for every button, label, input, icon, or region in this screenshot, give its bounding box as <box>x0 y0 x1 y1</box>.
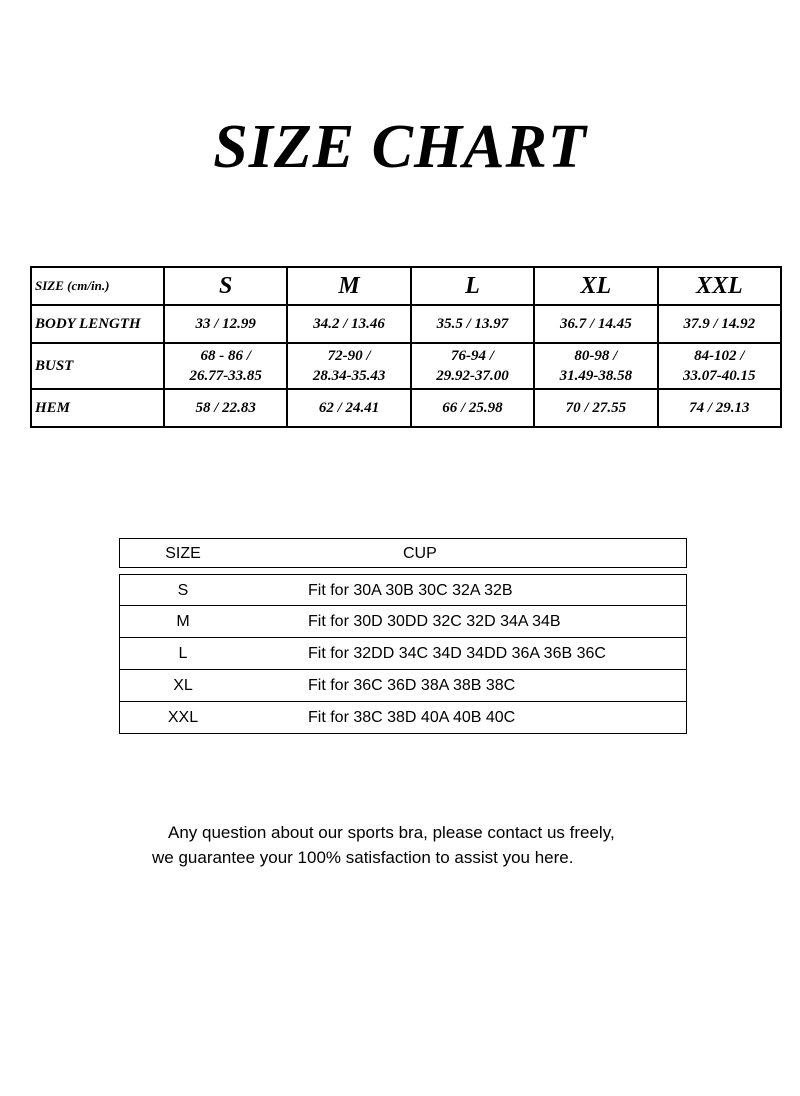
bust-in: 26.77-33.85 <box>189 368 262 384</box>
bust-cm: 76-94 / <box>451 348 494 364</box>
size-header-l: L <box>411 267 534 305</box>
table-cell: 62 / 24.41 <box>287 389 410 427</box>
table-cell: 35.5 / 13.97 <box>411 305 534 343</box>
cup-size-table <box>119 538 687 734</box>
bust-cm: 68 - 86 / <box>200 348 251 364</box>
cup-table-cup-header: CUP <box>403 545 437 562</box>
table-cell: 34.2 / 13.46 <box>287 305 410 343</box>
cup-row-fit: Fit for 32DD 34C 34D 34DD 36A 36B 36C <box>308 645 606 662</box>
table-cell: 66 / 25.98 <box>411 389 534 427</box>
note-line-2: we guarantee your 100% satisfaction to assist you here. <box>152 848 574 867</box>
row-label: HEM <box>31 389 164 427</box>
bust-in: 28.34-35.43 <box>312 368 386 384</box>
table-cell <box>164 343 287 389</box>
table-cell: 70 / 27.55 <box>534 389 657 427</box>
cup-row-size: M <box>176 613 190 630</box>
cup-row-size: XXL <box>167 709 199 726</box>
table-row <box>120 701 686 733</box>
bust-row <box>31 343 781 389</box>
table-cell <box>411 343 534 389</box>
size-measurement-table <box>30 266 782 428</box>
table-row <box>120 669 686 701</box>
table-cell <box>658 343 781 389</box>
cup-row-size: XL <box>173 677 193 694</box>
row-label: BUST <box>31 343 164 389</box>
bust-in: 29.92-37.00 <box>436 368 509 384</box>
cup-row-fit: Fit for 36C 36D 38A 38B 38C <box>308 677 516 694</box>
size-header-m: M <box>287 267 410 305</box>
bust-cm: 80-98 / <box>574 348 618 364</box>
bust-in: 31.49-38.58 <box>559 368 633 384</box>
size-header-s: S <box>164 267 287 305</box>
size-header-xxl: XXL <box>658 267 781 305</box>
table-cell: 58 / 22.83 <box>164 389 287 427</box>
cup-row-fit: Fit for 38C 38D 40A 40B 40C <box>308 709 516 726</box>
cup-row-size: L <box>178 645 188 662</box>
bust-cm: 84-102 / <box>694 348 745 364</box>
table-cell <box>287 343 410 389</box>
row-label: BODY LENGTH <box>31 305 164 343</box>
bust-in: 33.07-40.15 <box>683 368 756 384</box>
note-line-1: Any question about our sports bra, please contact us freely, <box>168 823 615 842</box>
cup-row-fit: Fit for 30A 30B 30C 32A 32B <box>308 582 513 599</box>
cup-table-size-header: SIZE <box>165 545 201 562</box>
table-cell: 36.7 / 14.45 <box>534 305 657 343</box>
page-title: SIZE CHART <box>213 113 587 181</box>
hem-row <box>31 389 781 427</box>
table-cell: 33 / 12.99 <box>164 305 287 343</box>
table-row <box>120 575 686 605</box>
cup-row-fit: Fit for 30D 30DD 32C 32D 34A 34B <box>308 613 561 630</box>
size-header-label: SIZE (cm/in.) <box>31 267 164 305</box>
table-cell <box>534 343 657 389</box>
cup-table-body <box>119 574 687 734</box>
table-row <box>120 637 686 669</box>
contact-note <box>0 820 800 870</box>
bust-cm: 72-90 / <box>327 348 371 364</box>
body-length-row <box>31 305 781 343</box>
table-row <box>120 605 686 637</box>
size-header-row <box>31 267 781 305</box>
size-header-xl: XL <box>534 267 657 305</box>
cup-table-header <box>119 538 687 568</box>
cup-row-size: S <box>177 582 189 599</box>
table-cell: 74 / 29.13 <box>658 389 781 427</box>
table-cell: 37.9 / 14.92 <box>658 305 781 343</box>
